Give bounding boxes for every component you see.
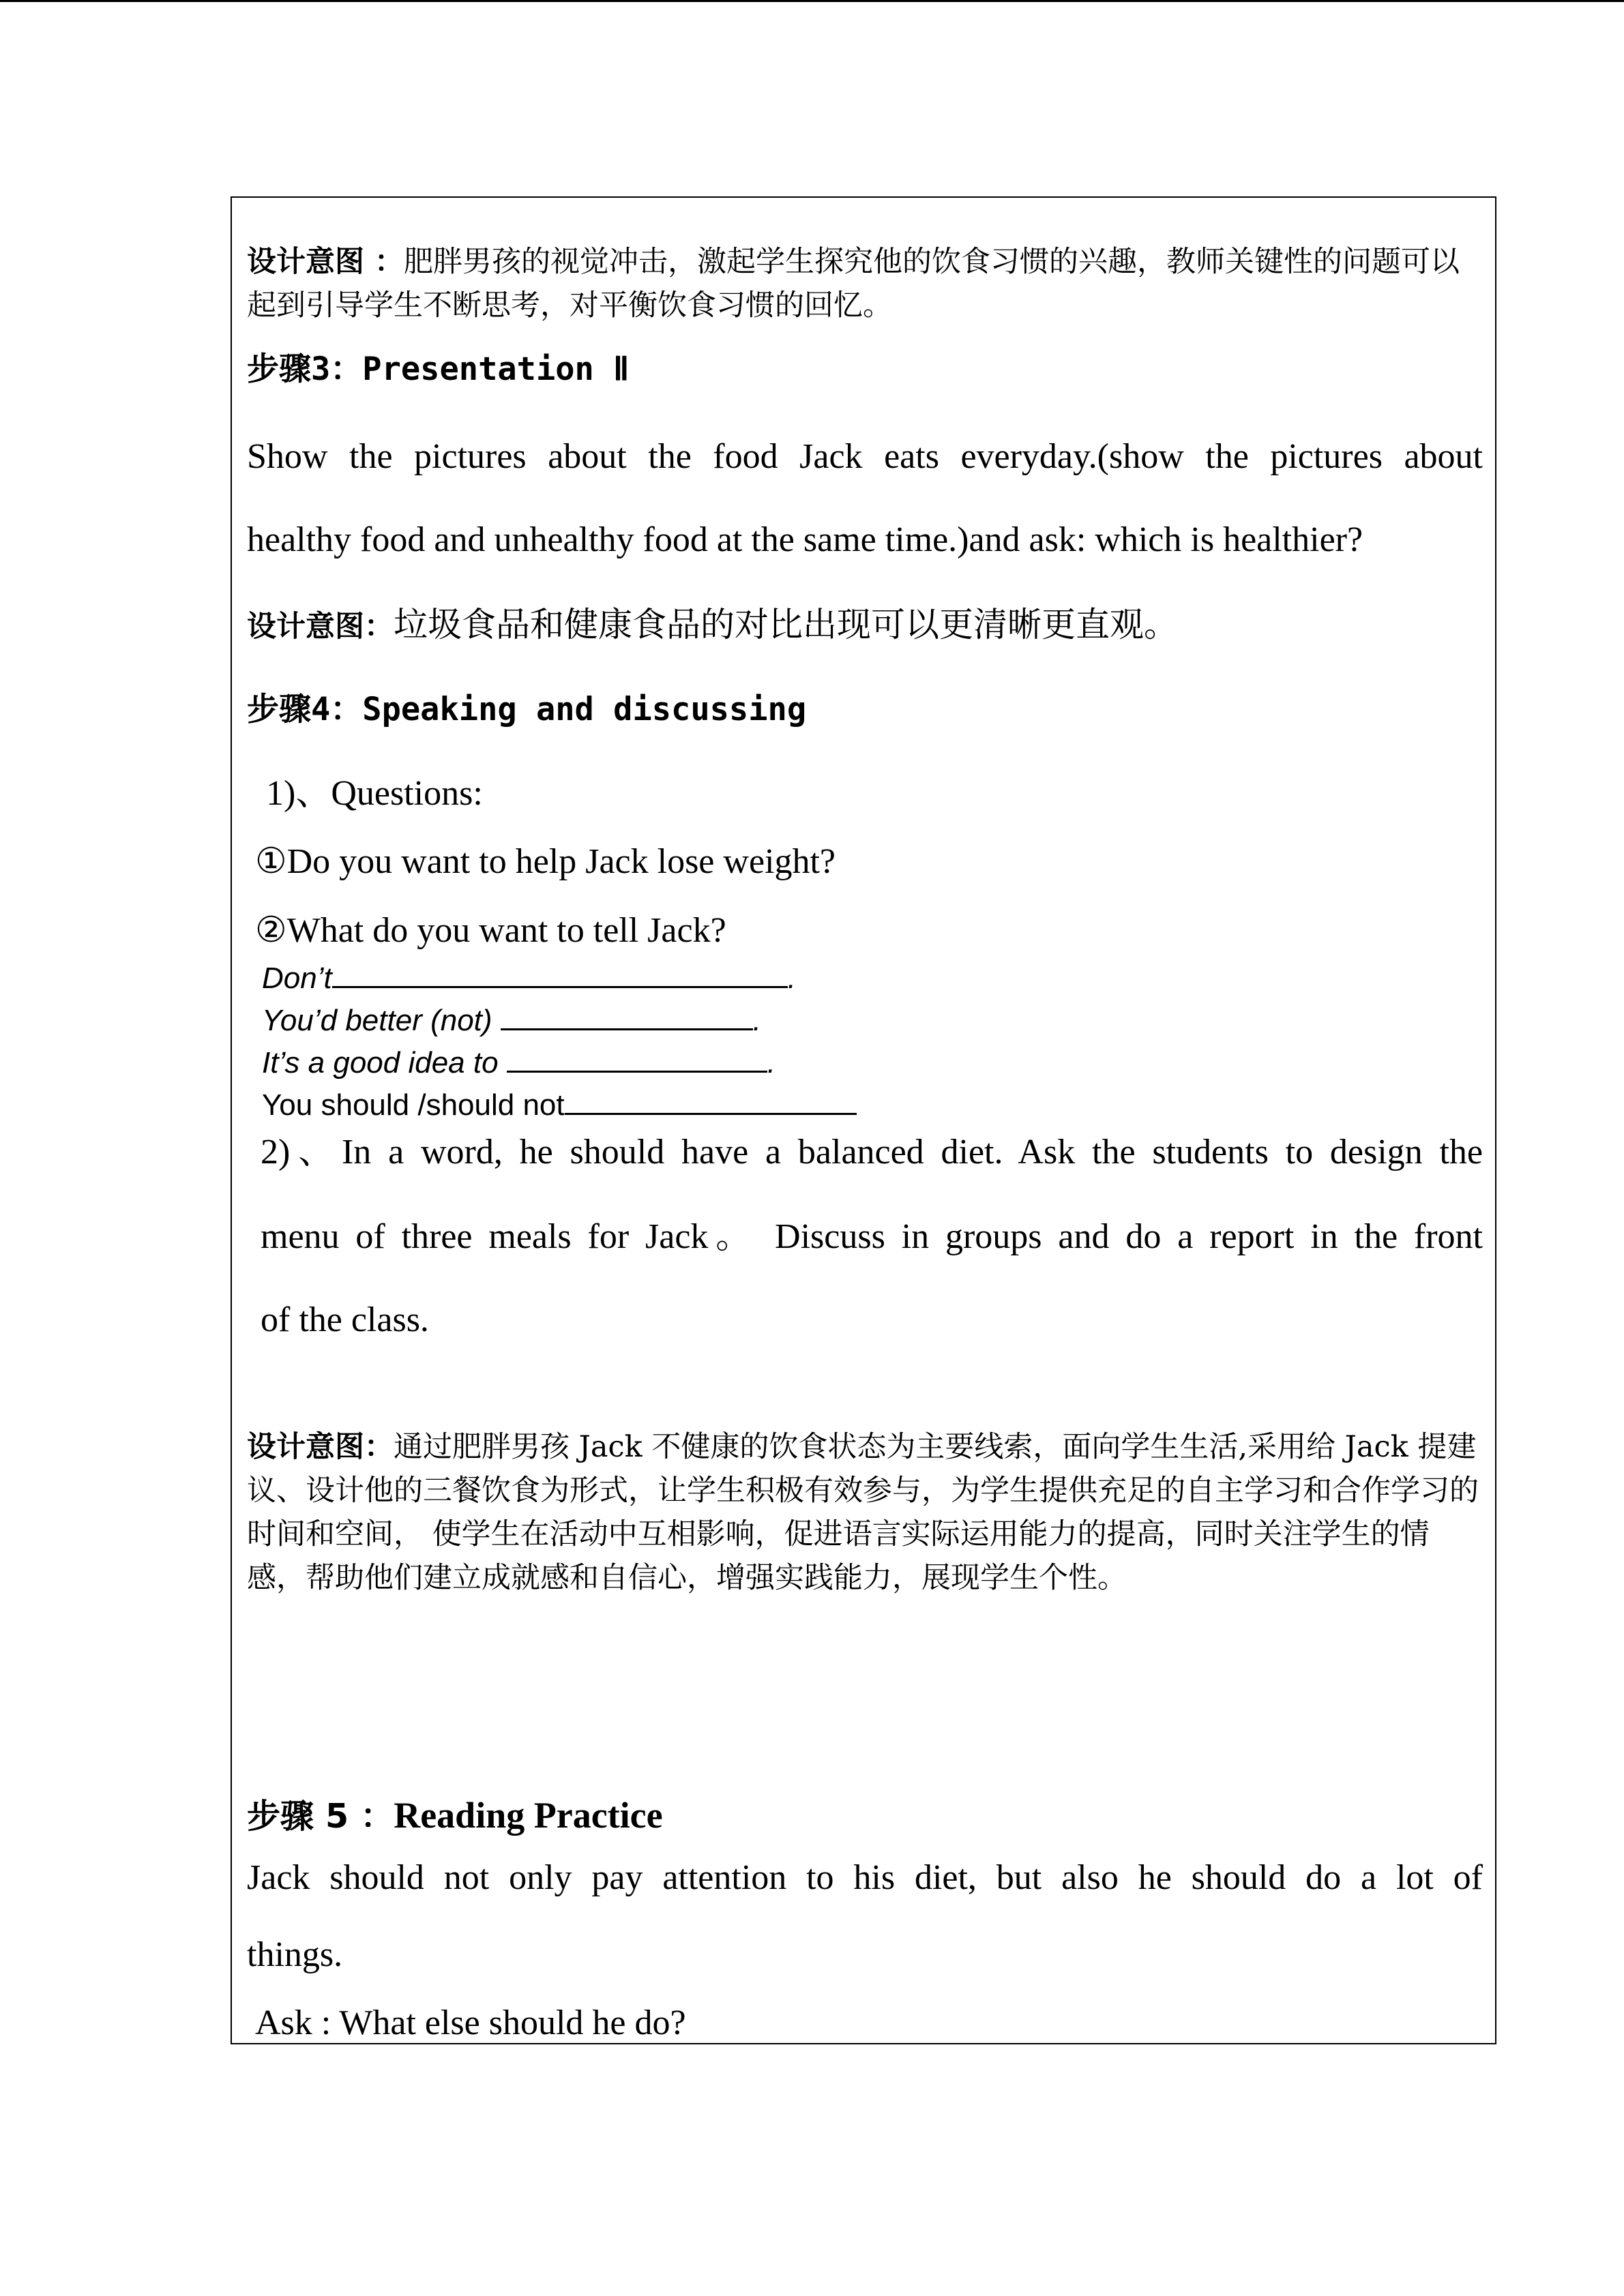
task-line-1: 2)、In a word, he should have a balanced diet. Ask the students to design the [261,1133,1483,1172]
pattern-good-idea-text: It’s a good idea to [262,1046,499,1079]
step5-line-2: things. [247,1935,343,1974]
design-intent-3-text: 通过肥胖男孩 Jack 不健康的饮食状态为主要线索，面向学生生活,采用给 Jack 提建议、设计他的三餐饮食为形式，让学生积极有效参与，为学生提供充足的自主学习和合作学习的时间和空间， 使学生在活动中互相影响，促进语言实际运用能力的提高，同时关注学生的情感，帮助他们建立成就感和自信心，增强实践能力，展现学生个性。 [247,1430,1479,1595]
question-2: ②What do you want to tell Jack? [255,911,726,950]
step5-line-1: Jack should not only pay attention to his diet, but also he should do a lot of [247,1858,1483,1897]
pattern-should-text: You should /should not [262,1088,565,1122]
step5-heading [247,1793,1483,1838]
design-intent-2 [247,603,1483,648]
design-intent-1 [247,240,1483,327]
step5-ask: Ask : What else should he do? [255,2003,686,2042]
page-top-rule [0,0,1624,2]
step3-title: 3：Presentation Ⅱ [311,351,630,388]
answer-blank-1 [332,959,788,988]
lesson-plan-table-cell [231,196,1496,2044]
step4-title: 4：Speaking and discussing [311,691,807,728]
question-1: ①Do you want to help Jack lose weight? [255,842,836,881]
pattern-good-idea [262,1042,1483,1084]
pattern-dont [262,957,1483,1000]
step5-title: Reading Practice [394,1795,663,1836]
step3-label: 步骤 [247,351,311,388]
design-intent-3 [247,1425,1483,1600]
step4-heading [247,689,1483,730]
pattern-dont-end: . [787,961,796,995]
task-line-3: of the class. [261,1300,429,1339]
step3-heading [247,349,1483,390]
step3-line-1: Show the pictures about the food Jack eats everyday.(show the pictures about [247,437,1483,476]
pattern-youd-better-text: You’d better (not) [262,1004,492,1037]
step4-label: 步骤 [247,691,311,728]
step3-line-2: healthy food and unhealthy food at the same time.)and ask: which is healthier? [247,520,1363,559]
pattern-dont-text: Don’t [262,961,332,995]
answer-blank-3 [507,1043,767,1073]
design-intent-2-text: 垃圾食品和健康食品的对比出现可以更清晰更直观。 [394,605,1178,644]
pattern-youd-better [262,1000,1483,1042]
design-intent-2-label: 设计意图： [247,610,394,644]
pattern-good-idea-end: . [767,1046,776,1079]
step5-label: 步骤 5 ： [247,1797,394,1836]
design-intent-1-label: 设计意图 ： [247,245,404,279]
design-intent-3-label: 设计意图： [247,1430,394,1464]
questions-title: 1)、Questions: [266,774,483,813]
design-intent-1-text: 肥胖男孩的视觉冲击，激起学生探究他的饮食习惯的兴趣，教师关键性的问题可以起到引导学生不断思考，对平衡饮食习惯的回忆。 [247,245,1460,323]
answer-blank-2 [501,1001,753,1030]
pattern-youd-better-end: . [752,1004,762,1037]
task-line-2: menu of three meals for Jack。 Discuss in groups and do a report in the front [261,1217,1483,1256]
